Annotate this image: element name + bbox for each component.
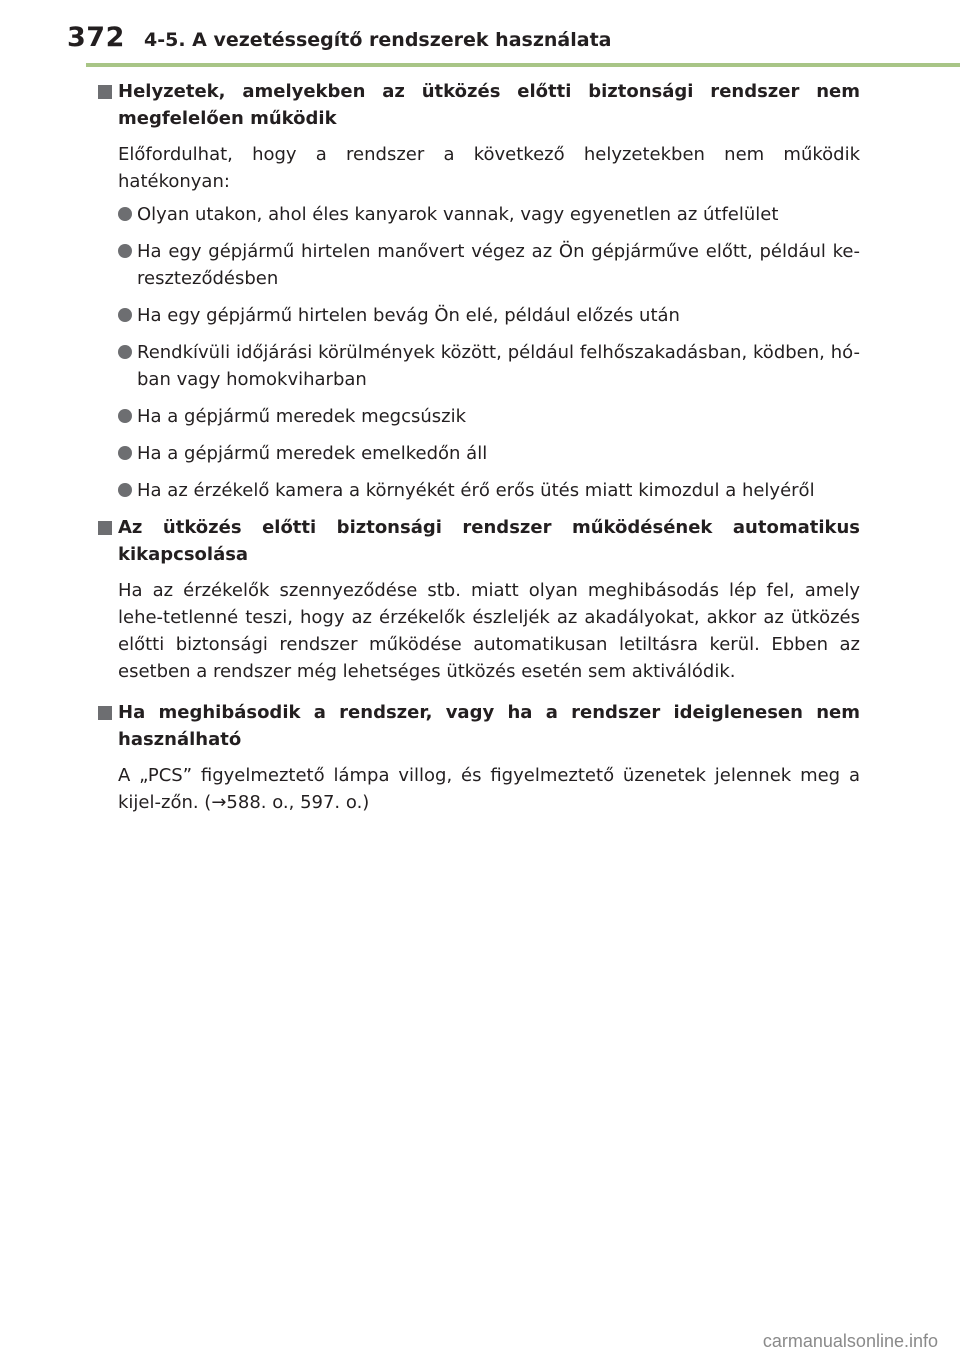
page-content: [98, 78, 860, 816]
list-item: Ha a gépjármű meredek megcsúszik: [118, 403, 860, 430]
circle-bullet-icon: [118, 244, 132, 258]
square-bullet-icon: [98, 521, 112, 535]
square-bullet-icon: [98, 706, 112, 720]
section-title: Az ütközés előtti biztonsági rendszer működésének automatikus kikapcsolása: [118, 517, 860, 565]
section-heading: [98, 514, 860, 568]
list-item: Ha egy gépjármű hirtelen bevág Ön elé, például előzés után: [118, 302, 860, 329]
chapter-title: 4-5. A vezetéssegítő rendszerek használata: [144, 29, 612, 51]
section-body: A „PCS” figyelmeztető lámpa villog, és figyelmeztető üzenetek jelennek meg a kijel-zőn. (→588. o., 597. o.): [118, 765, 860, 813]
section-heading: [98, 699, 860, 753]
list-item: Ha az érzékelő kamera a környékét érő erős ütés miatt kimozdul a helyéről: [118, 477, 860, 504]
list-item: Ha a gépjármű meredek emelkedőn áll: [118, 440, 860, 467]
list-item: Ha egy gépjármű hirtelen manővert végez az Ön gépjárműve előtt, például ke-reszteződésben: [118, 238, 860, 292]
circle-bullet-icon: [118, 207, 132, 221]
bullet-list: [118, 201, 860, 504]
page-number: 372: [67, 22, 125, 53]
circle-bullet-icon: [118, 409, 132, 423]
section-heading: [98, 78, 860, 132]
circle-bullet-icon: [118, 483, 132, 497]
section-intro: Előfordulhat, hogy a rendszer a következő helyzetekben nem működik hatékonyan:: [118, 144, 860, 192]
header-divider: [86, 63, 960, 67]
section-title: Helyzetek, amelyekben az ütközés előtti biztonsági rendszer nem megfelelően működik: [118, 81, 860, 129]
section-automatic-deactivation: [98, 514, 860, 685]
section-system-failure: [98, 699, 860, 816]
page-header: [0, 0, 960, 62]
square-bullet-icon: [98, 85, 112, 99]
list-item: Rendkívüli időjárási körülmények között, például felhőszakadásban, ködben, hó-ban vagy homokviharban: [118, 339, 860, 393]
footer-watermark: carmanualsonline.info: [762, 1331, 938, 1351]
circle-bullet-icon: [118, 308, 132, 322]
section-malfunction-situations: [98, 78, 860, 504]
list-item: Olyan utakon, ahol éles kanyarok vannak, vagy egyenetlen az útfelület: [118, 201, 860, 228]
circle-bullet-icon: [118, 345, 132, 359]
section-title: Ha meghibásodik a rendszer, vagy ha a rendszer ideiglenesen nem használható: [118, 702, 860, 750]
circle-bullet-icon: [118, 446, 132, 460]
section-body: Ha az érzékelők szennyeződése stb. miatt olyan meghibásodás lép fel, amely lehe-tetlenné teszi, hogy az érzékelők észleljék az akadályokat, akkor az ütközés előtti biztonsági rendszer működése automatikusan letiltásra kerül. Ebben az esetben a rendszer még lehetséges ütközés esetén sem aktiválódik.: [118, 580, 860, 682]
